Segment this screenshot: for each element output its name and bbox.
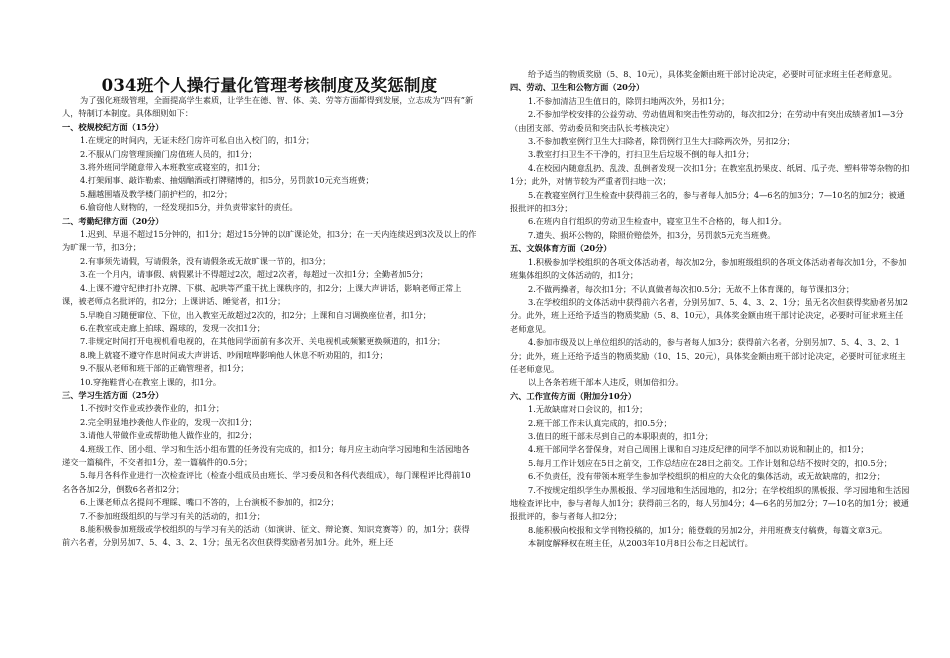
rule-item: 4.参加市级及以上单位组织的活动的，参与者每人加3分；获得前六名者，分别另加7、5、4、3、2、1分；此外，班上还给予适当的物质奖励（10、15、20元），具体奖金额由班干部讨论决定，必要时可征求班主任老师意见。 [510,337,906,374]
rule-item: 4.上课不遵守纪律打扑克牌、下棋、起哄等严重干扰上课秩序的，扣2分；上课大声讲话，影响老师正常上课，被老师点名批评的，扣2分；上课讲话、睡觉者，扣1分； [62,282,462,307]
document-title: 034班个人操行量化管理考核制度及奖惩制度 [101,76,438,95]
rule-item: 6.偷窃他人财物的，一经发现扣5分，并负责带家针的责任。 [80,202,298,213]
rule-item: 2.完全明显地抄袭他人作业的，发现一次扣1分； [80,416,257,427]
paragraph: 以上各条若班干部本人违反，则加倍扣分。 [528,377,684,388]
rule-item: 2.不服从门房管理顶撞门房值班人员的，扣1分； [80,148,257,159]
rule-item: 7.遗失、损坏公物的，除照价赔偿外，扣3分，另罚款5元充当班费。 [528,229,776,240]
rule-item: 7.不按规定组织学生办黑板报、学习园地和生活园地的，扣2分；在学校组织的黑板报、学习园地和生活园地检查评比中，参与者每人加1分；获得前三名的，每人另加4分；4—6名的另加2分；7—10名的加1分；被通报批评的，参与者每人扣2分； [510,484,910,522]
section-heading: 五、文娱体育方面（20分） [510,243,612,254]
rule-item: 5.每月工作计划应在5日之前交，工作总结应在28日之前交。工作计划和总结不按时交的，扣0.5分； [528,457,892,468]
rule-item: 3.请他人带做作业或帮助他人做作业的，扣2分； [80,430,257,441]
rule-item: 2.不做两操者，每次扣1分；不认真做者每次扣0.5分；无故不上体育课的，每节课扣3分； [528,283,855,294]
rule-item: 8.能积极向校报和文学刊物投稿的，加1分；能登载的另加2分，并用班费支付稿费，每篇文章3元。 [528,524,888,535]
rule-item: 5.在教寝室例行卫生检查中获得前三名的，参与者每人加5分；4—6名的加3分；7—10名的加2分；被通报批评的扣3分； [510,189,905,214]
paragraph: 本制度解释权在班主任，从2003年10月8日公布之日起试行。 [528,538,753,549]
paragraph: 为了强化班级管理，全面提高学生素质，让学生在德、智、体、美、劳等方面都得到发展，立志成为“四有”新人，特制订本制度。具体细则如下： [62,95,474,119]
rule-item: 1.无故缺席对口会议的，扣1分； [528,404,648,415]
rule-item: 6.上课老师点名提问不理睬、嘴口不答的，上台演板不参加的，扣2分； [80,497,339,508]
rule-item: 3.不参加教室例行卫生大扫除者，除罚例行卫生大扫除两次外，另扣2分； [528,136,795,147]
section-heading: 四、劳动、卫生和公物方面（20分） [510,82,645,93]
rule-item: 4.打架闹事、敲诈勒索、抽烟酗酒或打牌赌博的，扣5分，另罚款10元充当班费； [80,175,374,186]
rule-item: 9.不服从老师和班干部的正确管理者，扣1分； [80,363,249,374]
rule-item: 10.穿拖鞋背心在教室上课的，扣1分。 [80,376,222,387]
rule-item: 5.早晚自习随便窜位、下位，出入教室无故超过2次的，扣2分；上课和自习调换座位者，扣1分； [80,309,431,320]
rule-item: 6.在教室或走廊上拍球、踢球的，发现一次扣1分； [80,322,265,333]
rule-item: 5.翻越围墙及教学楼门前护栏的，扣2分； [80,188,233,199]
rule-item: 3.值日的班干部未尽到自己的本职职责的，扣1分； [528,430,713,441]
left-column [62,66,477,550]
rule-item: 1.在规定的时间内，无证未经门房许可私自出入校门的，扣1分； [80,135,315,146]
rule-item: 8.晚上就寝不遵守作息时间或大声讲话、吵闹喧哗影响他人休息不听劝阻的，扣1分； [80,349,388,360]
right-column [510,68,910,551]
rule-item: 7.非规定时间打开电视机看电视的，在其他同学面前有多次开、关电视机或频繁更换频道的，扣1分； [80,336,446,347]
rule-item: 2.有事须先请假，写请假条，没有请假条或无故旷课一节的，扣3分； [80,255,331,266]
rule-item: 3.将外班同学随意带入本班教室或寝室的，扣1分； [80,162,265,173]
section-heading: 六、工作宣传方面（附加分10分） [510,390,637,401]
rule-item: 1.积极参加学校组织的各项文体活动者，每次加2分，参加班级组织的各项文体活动者每次加1分，不参加班集体组织的文体活动的，扣1分； [510,256,907,281]
section-heading: 三、学习生活方面（25分） [62,389,164,400]
rule-item: 2.不参加学校安排的公益劳动、劳动值周和突击性劳动的，每次扣2分；在劳动中有突出成绩者加1—3分（由团支部、劳动委员和突击队长考核决定） [510,109,904,133]
rule-item: 1.不参加清洁卫生值日的，除罚扫地两次外，另扣1分； [528,95,730,106]
rule-item: 5.每月各科作业进行一次检查评比（检查小组成员由班长、学习委员和各科代表组成），每门课程评比得前10名各各加2分，倒数6名者扣2分； [62,470,471,494]
section-heading: 二、考勤纪律方面（20分） [62,215,164,226]
rule-item: 4.在校园内随意乱扔、乱泼、乱倒者发现一次扣1分；在教室乱扔果皮、纸屑、瓜子壳、塑料带等杂物的扣1分；此外，对情节较为严重者罚扫地一次； [510,162,910,187]
rule-item: 1.迟到、早退不超过15分钟的，扣1分；超过15分钟的以旷课论处，扣3分；在一天内连续迟到3次及以上的作为旷课一节，扣3分； [62,229,477,253]
rule-item: 3.在学校组织的文体活动中获得前六名者，分别另加7、5、4、3、2、1分；虽无名次但获得奖励者另加2分。此外，班上还给予适当的物质奖励（5、8、10元），具体奖金额由班干部讨论决定，必要时可征求班主任老师意见。 [510,296,908,334]
rule-item: 2.班干部工作未认真完成的，扣0.5分； [528,417,672,428]
rule-item: 1.不按时交作业或抄袭作业的，扣1分； [80,403,225,414]
rule-item: 3.在一个月内，请事假、病假累计不得超过2次，超过2次者，每超过一次扣1分；全勤者加5分； [80,269,428,280]
section-heading: 一、校规校纪方面（15分） [62,121,164,132]
rule-item: 8.能积极参加班级或学校组织的与学习有关的活动（如演讲、征文、辩论赛、知识竞赛等）的，加1分；获得前六名者，分别另加7、5、4、3、2、1分；虽无名次但获得奖励者另加1分。此外，班上还 [62,524,470,548]
rule-item: 4.班级工作、团小组、学习和生活小组布置的任务没有完成的，扣1分；每月应主动向学习园地和生活园地各递交一篇稿件，不交者扣1分，差一篇稿件的0.5分； [62,443,470,467]
rule-item: 4.班干部同学名誉保身，对自己周围上课和自习违反纪律的同学不加以劝说和制止的，扣1分； [528,444,869,455]
rule-item: 6.在班内自行组织的劳动卫生检查中，寝室卫生不合格的，每人扣1分。 [528,216,787,227]
rule-item: 7.不参加班级组织的与学习有关的活动的，扣1分； [80,510,265,521]
rule-item: 3.教室打扫卫生不干净的，打扫卫生后垃圾不倒的每人扣1分； [528,149,754,160]
rule-item: 给予适当的物质奖励（5、8、10元），具体奖金额由班干部讨论决定，必要时可征求班主任老师意见。 [528,69,897,79]
rule-item: 6.不负责任，没有带领本班学生参加学校组织的相应的大众化的集体活动，或无故缺席的，扣2分； [528,471,885,482]
